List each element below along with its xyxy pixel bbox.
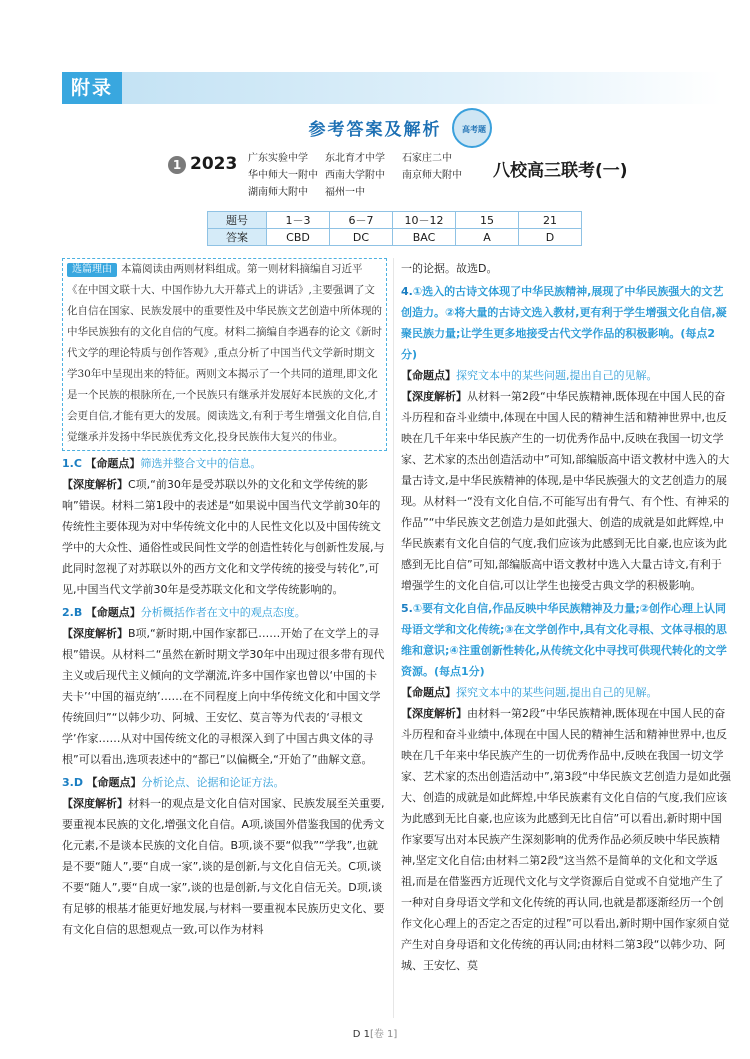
reason-text: 本篇阅读由两则材料组成。第一则材料摘编自习近平《在中国文联十大、中国作协九大开幕式上的讲话》,主要强调了文化自信在国家、民族发展中的重要性及中华民族文艺创造中所体现的中华民族独有的文化自信的气度。材料二摘编自李遇春的论文《新时代文学的理论特质与创作答观》,重点分析了中国当代文学新时期文学30年中呈现出来的特征。两则文本揭示了一个共同的道理,即文化是一个民族的根脉所在,一个民族只有继承并发展好本民族的文化,才会更自信,才能有更大的发展。阅读选文,有利于考生增强文化自信,自觉继承并发扬中华民族优秀文化,投身民族伟大复兴的伟业。 [67,263,382,443]
table-cell: 15 [456,212,519,229]
answer-table [207,211,582,246]
q5-kp [401,682,731,703]
q4-number: 4. [401,285,413,298]
sd-label: 【深度解析】 [62,627,128,640]
q3-analysis [62,793,387,940]
q3-number: 3.D [62,776,83,789]
table-cell: A [456,229,519,246]
table-header-cell: 题号 [208,212,267,229]
q4-analysis [401,386,731,596]
sd-text: C项,“前30年是受苏联以外的文化和文学传统的影响”错误。材料二第1段中的表述是“如果说中国当代文学前30年的传统性主要体现为对中华传统文化中的人民性文化以及中国传统文学中的大众性、通俗性或民间性文学的创造性转化与创新性发展,与此同时忽视了对苏联以外的西方文化和文学传统的接受与转化”,可见,中国当代文学前30年是受苏联文化和文学传统影响的。 [62,478,385,596]
q3-header [62,772,387,793]
table-cell: 10－12 [393,212,456,229]
q4-answer [401,281,731,365]
kp-text: 分析论点、论据和论证方法。 [141,776,285,789]
appendix-banner [62,72,722,104]
logo-text: 高考题 [462,125,486,134]
table-cell: 1－3 [267,212,330,229]
q5-answer-text: ①要有文化自信,作品反映中华民族精神及力量;②创作心理上认同母语文学和文化传统;③在文学创作中,具有文化寻根、文体寻根的思维和意识;④注重创新性转化,从传统文化中寻找可供现代转化的文学资源。(每点1分) [401,602,727,678]
school-name: 石家庄二中 [402,153,452,164]
sd-label: 【深度解析】 [401,390,467,403]
table-cell: DC [330,229,393,246]
sd-text: 材料一的观点是文化自信对国家、民族发展至关重要,要重视本民族的文化,增强文化自信。A项,谈国外借鉴我国的优秀文化元素,不是谈本民族的文化自信。B项,谈不要“似我”“学我”,也就是不要“随人”,要“自成一家”,谈的是创新,与文化自信无关。C项,谈不要“随人”,要“自成一家”,谈的也是创新,与文化自信无关。D项,谈有足够的根基才能更好地发展,与材料一要重视本民族历史文化、要有文化自信的思想观点一致,可以作为材料 [62,797,385,936]
q1-number: 1.C [62,457,82,470]
pen-logo-icon [452,108,492,148]
exam-header [168,150,668,200]
q2-number: 2.B [62,606,83,619]
q4-answer-text: ①选入的古诗文体现了中华民族精神,展现了中华民族强大的文艺创造力。②将大量的古诗文选入教材,更有利于学生增强文化自信,凝聚民族力量;让学生更多地接受古代文学作品的积极影响。(每点2分) [401,285,727,361]
table-cell: D [519,229,582,246]
school-list [248,150,508,201]
reason-box [62,258,387,451]
appendix-tag: 附录 [62,72,122,104]
table-row [208,212,582,229]
school-name: 东北育才中学 [325,153,385,164]
kp-text: 分析概括作者在文中的观点态度。 [140,606,306,619]
kp-text: 筛选并整合文中的信息。 [140,457,262,470]
kp-label: 【命题点】 [85,457,141,470]
sd-label: 【深度解析】 [62,797,128,810]
sd-text: B项,“新时期,中国作家都已……开始了在文学上的寻根”错误。从材料二“虽然在新时期文学30年中出现过很多带有现代主义或后现代主义倾向的文学潮流,许多中国作家也曾以‘中国的卡夫卡’‘中国的福克纳’……在不同程度上向中华传统文化和中国文学传统回归”“以韩少功、阿城、王安忆、莫言等为代表的‘寻根文学’作家……从对中国传统文化的寻根深入到了中国古典文体的寻根”可以看出,选项表述中的“都已”以偏概全,“开始了”曲解文意。 [62,627,385,766]
right-column [401,258,731,976]
table-cell: BAC [393,229,456,246]
page-footer [0,1025,750,1040]
sd-label: 【深度解析】 [401,707,467,720]
q1-header [62,453,387,474]
exam-number-badge: 1 [168,156,186,174]
q1-analysis [62,474,387,600]
left-column [62,258,387,940]
q2-analysis [62,623,387,770]
exam-year: 2023 [190,154,238,174]
q5-number: 5. [401,602,413,615]
kp-label: 【命题点】 [401,369,456,382]
kp-label: 【命题点】 [86,776,142,789]
sd-text: 由材料一第2段“中华民族精神,既体现在中国人民的奋斗历程和奋斗业绩中,体现在中国人民的精神生活和精神世界中,也反映在几千年来中华民族产生的一切优秀作品中,反映在我国一切文学家、艺术家的杰出创造活动中”,第3段“中华民族文艺创造力是如此强大、创造的成就是如此辉煌,中华民族素有文化自信的气度,我们应该为此感到无比自豪,也应该为此感到无比自信”可以看出,新时期中国作家要写出对本民族产生深刻影响的优秀作品必须反映中华民族精神,坚定文化自信;由材料二第2段“这当然不是简单的文化和文学返祖,而是在借鉴西方近现代文化与文学资源后自觉或不自觉地产生了一种对自身母语文学和文化传统的再认同,也就是都逐渐经历一个创作文化心理上的否定之否定的过程”可以看出,新时期中国作家须自觉产生对自身母语和文化传统的再认同;由材料二第3段“以韩少功、阿城、王安忆、莫 [401,707,731,972]
column-divider [393,258,394,1018]
table-row [208,229,582,246]
kp-label: 【命题点】 [401,686,456,699]
q3-continuation: 一的论据。故选D。 [401,262,498,275]
kp-text: 探究文本中的某些问题,提出自己的见解。 [456,369,658,382]
section-title: 参考答案及解析 [308,120,442,140]
table-header-cell: 答案 [208,229,267,246]
school-name: 福州一中 [325,187,365,198]
exam-title: 八校高三联考(一) [493,161,628,181]
sd-label: 【深度解析】 [62,478,128,491]
school-name [402,184,479,201]
school-name: 湖南师大附中 [248,187,308,198]
table-cell: 21 [519,212,582,229]
reason-tag: 选篇理由 [67,263,117,277]
q4-kp [401,365,731,386]
page-number: D 1 [352,1029,370,1040]
kp-text: 探究文本中的某些问题,提出自己的见解。 [456,686,658,699]
q2-header [62,602,387,623]
table-cell: CBD [267,229,330,246]
school-name: 西南大学附中 [325,170,385,181]
school-name: 广东实验中学 [248,153,308,164]
kp-label: 【命题点】 [85,606,141,619]
volume-label: [卷 1] [369,1029,398,1040]
table-cell: 6－7 [330,212,393,229]
q5-analysis [401,703,731,976]
sd-text: 从材料一第2段“中华民族精神,既体现在中国人民的奋斗历程和奋斗业绩中,体现在中国人民的精神生活和精神世界中,也反映在几千年来中华民族产生的一切优秀作品中,反映在我国一切文学家、艺术家的杰出创造活动中”可知,部编版高中语文教材中选入的大量古诗文,是中华民族精神的体现,是中华民族强大的文艺创造力的展现。从材料一“没有文化自信,不可能写出有骨气、有个性、有神采的作品”“中华民族文艺创造力是如此强大、创造的成就是如此辉煌,中华民族素有文化自信的气度,我们应该为此感到无比自豪,也应该为此感到无比自信”可知,部编版高中语文教材中选入大量古诗文,有利于增强学生的文化自信,可以让学生也接受古典文学的积极影响。 [401,390,730,592]
school-name: 南京师大附中 [402,170,462,181]
q5-answer [401,598,731,682]
school-name: 华中师大一附中 [248,170,318,181]
